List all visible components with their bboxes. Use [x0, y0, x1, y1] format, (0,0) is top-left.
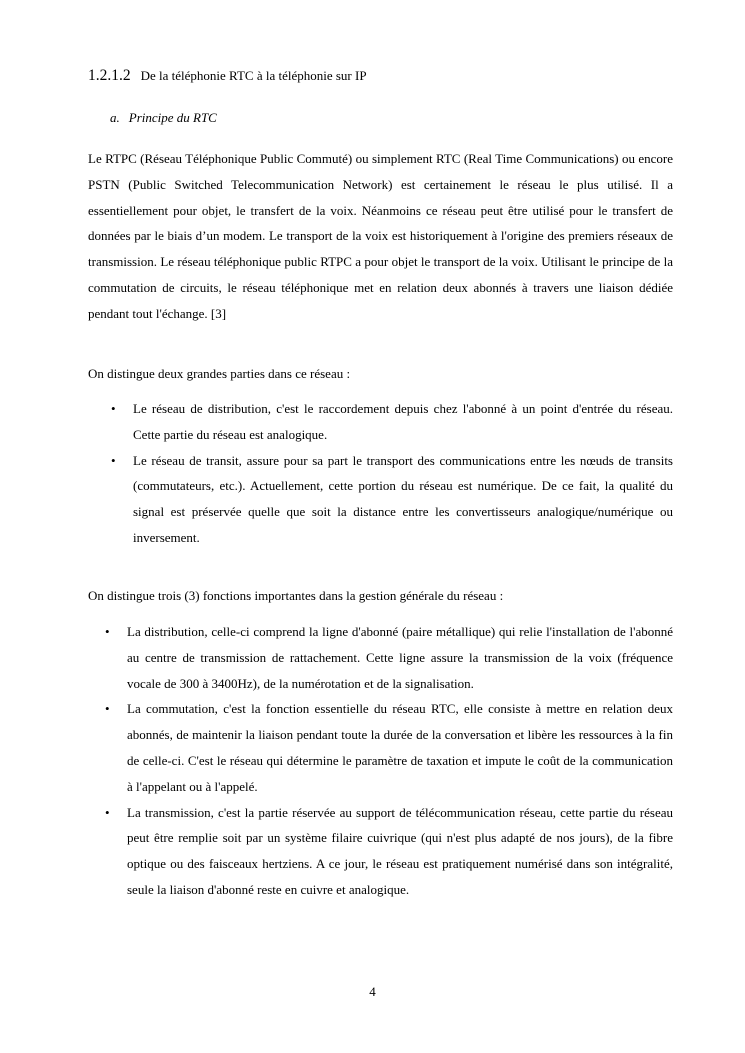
list-item: [105, 800, 673, 903]
section-heading: [88, 67, 367, 85]
bullet-icon: •: [111, 452, 116, 468]
list-item: [105, 619, 673, 696]
subsection-letter: a.: [110, 110, 120, 125]
bullet-icon: •: [105, 701, 110, 717]
section-title: De la téléphonie RTC à la téléphonie sur IP: [140, 68, 367, 83]
list-item-text: Le réseau de distribution, c'est le raccordement depuis chez l'abonné à un point d'entrée du réseau. Cette partie du réseau est analogique.: [133, 401, 673, 442]
network-parts-list: [111, 396, 673, 551]
network-functions-list: [105, 619, 673, 903]
subsection-title: Principe du RTC: [128, 110, 217, 125]
intro-paragraph: Le RTPC (Réseau Téléphonique Public Commuté) ou simplement RTC (Real Time Communications) ou encore PSTN (Public Switched Telecommunication Network) est certainement le réseau le plus utilisé. Il a essentiellement pour objet, le transfert de la voix. Néanmoins ce réseau peut être utilisé pour le transfert de données par le biais d’un modem. Le transport de la voix est historiquement à l'origine des premiers réseaux de transmission. Le réseau téléphonique public RTPC a pour objet le transport de la voix. Utilisant le principe de la commutation de circuits, le réseau téléphonique met en relation deux abonnés à travers une liaison dédiée pendant tout l'échange. [3]: [88, 151, 673, 321]
list-item-text: La transmission, c'est la partie réservée au support de télécommunication réseau, cette partie du réseau peut être remplie soit par un système filaire cuivrique (qui n'est plus adapté de nos jours), de la fibre optique ou des faisceaux hertziens. A ce jour, le réseau est pratiquement numérisé dans son intégralité, seule la liaison d'abonné reste en cuivre et analogique.: [127, 804, 673, 897]
bullet-icon: •: [105, 624, 110, 639]
page-number: 4: [369, 984, 376, 999]
list-item: [111, 448, 673, 551]
subsection-heading: [110, 109, 217, 127]
list-item-text: La commutation, c'est la fonction essentielle du réseau RTC, elle consiste à mettre en relation deux abonnés, de maintenir la liaison pendant toute la durée de la conversation et libère les ressources à la fin de celle-ci. C'est le réseau qui détermine le paramètre de taxation et impute le coût de la communication à l'appelant ou à l'appelé.: [127, 701, 673, 794]
bullet-icon: •: [105, 804, 110, 820]
list-item: [105, 696, 673, 799]
parts-intro-paragraph: On distingue deux grandes parties dans ce réseau :: [88, 366, 351, 381]
list-item: [111, 396, 673, 448]
functions-intro-paragraph: On distingue trois (3) fonctions importantes dans la gestion générale du réseau :: [88, 588, 504, 603]
bullet-icon: •: [111, 401, 116, 416]
list-item-text: Le réseau de transit, assure pour sa part le transport des communications entre les nœuds de transits (commutateurs, etc.). Actuellement, cette portion du réseau est numérique. De ce fait, la qualité du signal est préservée quelle que soit la distance entre les convertisseurs analogique/numérique ou inversement.: [133, 452, 673, 545]
list-item-text: La distribution, celle-ci comprend la ligne d'abonné (paire métallique) qui relie l'installation de l'abonné au centre de transmission de rattachement. Cette ligne assure la transmission de la voix (fréquence vocale de 300 à 3400Hz), de la numérotation et de la signalisation.: [127, 624, 673, 691]
section-number: 1.2.1.2: [88, 67, 131, 84]
